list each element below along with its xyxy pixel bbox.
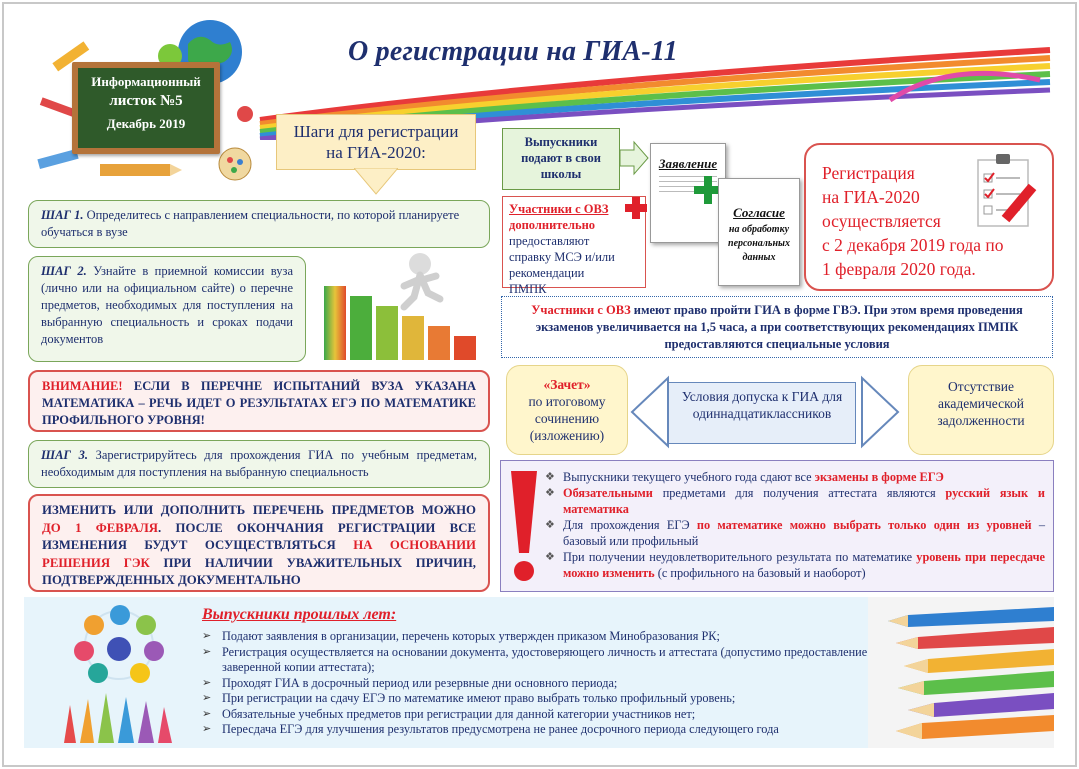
important-note-4: ❖ При получении неудовлетворительного результата по математике уровень при пересдаче можно изменить (с профильного на базовый и наоборот) <box>543 549 1045 581</box>
important-notes-list <box>543 469 1045 581</box>
registration-line-4: с 2 декабря 2019 года по <box>822 235 1004 255</box>
step-2-card <box>28 256 306 362</box>
no-academic-debt-condition: Отсутствие академической задолженности <box>908 365 1054 455</box>
past-item-4: ➢ При регистрации на сдачу ЕГЭ по математике имеют право выбрать только профильный уровень; <box>200 691 870 707</box>
checklist-icon <box>974 152 1046 232</box>
ovz-note-text: имеют право пройти ГИА в форме ГВЭ. При этом время проведения экзаменов увеличивается на 1,5 часа, а при соответствующих рекомендациях ПМПК предоставляются специальные условия <box>535 303 1023 351</box>
step-1-text: Определитесь с направлением специальности, по которой планируете обучаться в вузе <box>41 208 460 239</box>
steps-header-line-1: Шаги для регистрации <box>293 122 459 141</box>
ovz-box-line-2: дополнительно <box>509 218 596 232</box>
steps-header <box>276 114 476 170</box>
change-text-3: ПРИ НАЛИЧИИ УВАЖИТЕЛЬНЫХ ПРИЧИН, ПОДТВЕРЖДЕННЫХ ДОКУМЕНТАЛЬНО <box>42 555 476 587</box>
page-title: О регистрации на ГИА-11 <box>348 36 678 67</box>
step-3-text: Зарегистрируйтесь для прохождения ГИА по учебным предметам, необходимым для поступления на выбранную специальность <box>41 448 477 479</box>
past-item-6: ➢ Пересдача ЕГЭ для улучшения результатов предусмотрена не ранее досрочного периода следующего года <box>200 722 870 738</box>
info-blackboard <box>72 62 220 154</box>
consent-document <box>718 178 800 286</box>
registration-line-1: Регистрация <box>822 163 915 183</box>
consent-label: Согласие <box>733 205 785 220</box>
board-line-2: листок №5 <box>109 93 183 109</box>
essay-credit-label: «Зачет» <box>543 377 591 392</box>
important-note-1: ❖ Выпускники текущего учебного года сдают все экзамены в форме ЕГЭ <box>543 469 1045 485</box>
past-graduates-section <box>24 597 1054 748</box>
attention-label: ВНИМАНИЕ! <box>42 379 123 393</box>
board-line-1: Информационный <box>91 74 201 89</box>
important-note-2: ❖ Обязательными предметами для получения аттестата являются русский язык и математика <box>543 485 1045 517</box>
steps-header-line-2: на ГИА-2020: <box>326 143 426 162</box>
step-2-label: ШАГ 2. <box>41 264 87 278</box>
past-graduates-title: Выпускники прошлых лет: <box>202 606 397 623</box>
registration-line-5: 1 февраля 2020 года. <box>822 259 976 279</box>
past-item-3: ➢ Проходят ГИА в досрочный период или резервные дни основного периода; <box>200 676 870 692</box>
exclamation-icon <box>507 467 541 585</box>
important-note-3: ❖ Для прохождения ЕГЭ по математике можно выбрать только один из уровней – базовый или профильный <box>543 517 1045 549</box>
board-line-3: Декабрь 2019 <box>106 116 186 131</box>
application-label: Заявление <box>658 156 718 171</box>
change-text-1: ИЗМЕНИТЬ ИЛИ ДОПОЛНИТЬ ПЕРЕЧЕНЬ ПРЕДМЕТОВ МОЖНО <box>42 503 476 517</box>
graduates-submit-box: Выпускники подают в свои школы <box>502 128 620 190</box>
past-graduates-list <box>200 629 870 738</box>
essay-credit-text: по итоговому сочинению (изложению) <box>528 394 606 443</box>
past-item-1: ➢ Подают заявления в организации, перечень которых утвержден приказом Минобразования РК; <box>200 629 870 645</box>
consent-sub-label: на обработку персональных данных <box>728 224 790 263</box>
step-3-card <box>28 440 490 488</box>
red-cross-icon <box>624 196 648 220</box>
past-item-2: ➢ Регистрация осуществляется на основании документа, удостоверяющего личность и аттестата (допустимо предоставление заверенной копии аттестата); <box>200 645 870 676</box>
change-text-2: . ПОСЛЕ ОКОНЧАНИЯ РЕГИСТРАЦИИ ВСЕ ИЗМЕНЕНИЯ БУДУТ ОСУЩЕСТВЛЯТЬСЯ <box>42 520 476 552</box>
step-1-label: ШАГ 1. <box>41 208 84 222</box>
attention-card <box>28 370 490 432</box>
change-deadline: ДО 1 ФЕВРАЛЯ <box>42 520 159 535</box>
colored-pencils-illustration <box>868 597 1054 748</box>
step-3-label: ШАГ 3. <box>41 448 88 462</box>
education-icons-illustration <box>54 605 184 743</box>
stairs-illustration <box>320 250 480 362</box>
change-gek-basis: НА ОСНОВАНИИ РЕШЕНИЯ ГЭК <box>42 538 476 570</box>
ovz-box-line-1: Участники с ОВЗ <box>509 202 609 216</box>
step-2-text: Узнайте в приемной комиссии вуза (лично или на официальном сайте) о перечне предметов, необходимых для поступления на выбранную специальность и сроках подачи документов <box>41 264 294 346</box>
registration-line-3: осуществляется <box>822 211 941 231</box>
right-arrow-icon <box>620 140 650 176</box>
important-notes-box <box>500 460 1054 592</box>
ovz-gve-note <box>501 296 1053 358</box>
admission-conditions-box: Условия допуска к ГИА для одиннадцатиклассников <box>668 382 856 444</box>
past-item-5: ➢ Обязательные учебных предметов при регистрации для данной категории участников нет; <box>200 707 870 723</box>
change-deadline-card <box>28 494 490 592</box>
ovz-note-red: Участники с ОВЗ <box>531 303 631 317</box>
essay-credit-condition <box>506 365 628 455</box>
attention-text: ЕСЛИ В ПЕРЕЧНЕ ИСПЫТАНИЙ ВУЗА УКАЗАНА МАТЕМАТИКА – РЕЧЬ ИДЕТ О РЕЗУЛЬТАТАХ ЕГЭ ПО МАТЕМАТИКЕ ПРОФИЛЬНОГО УРОВНЯ! <box>42 379 476 427</box>
ovz-box-text: предоставляют справку МСЭ и/или рекомендации ПМПК <box>509 234 615 296</box>
step-1-card <box>28 200 490 248</box>
registration-line-2: на ГИА-2020 <box>822 187 920 207</box>
down-arrow-icon <box>354 168 398 196</box>
